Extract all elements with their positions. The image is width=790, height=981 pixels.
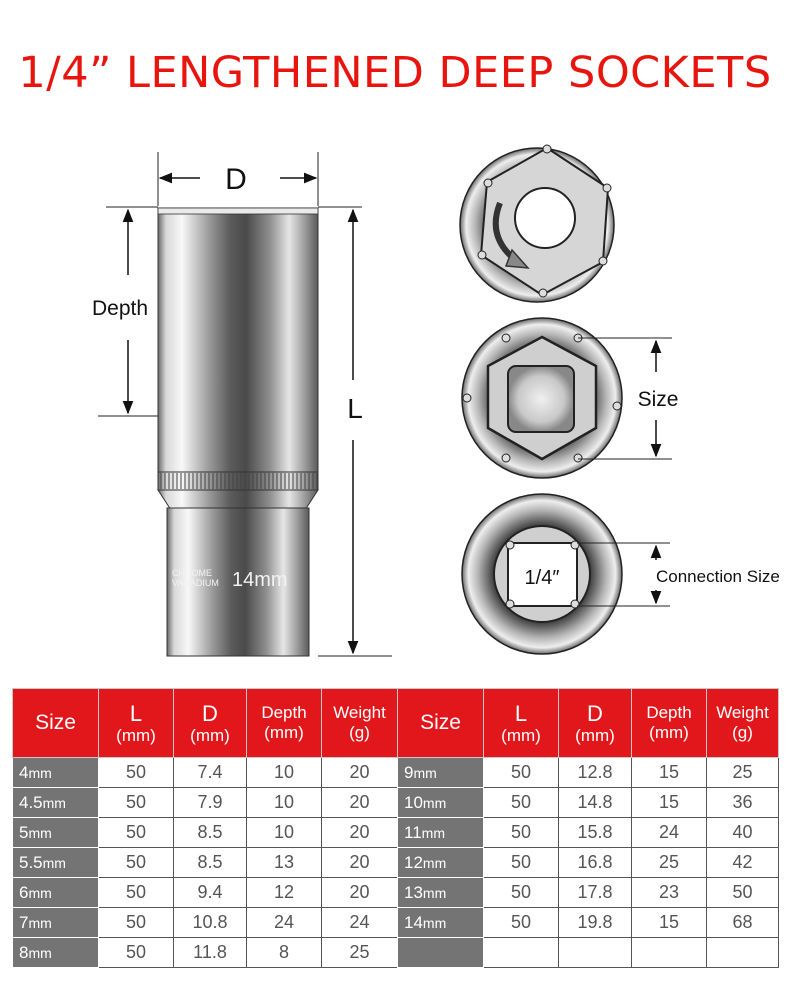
d-cell: 9.4 [174,878,247,908]
size-cell: 9mm [398,758,484,788]
depth-cell: 15 [632,908,707,938]
table-header-row [398,689,779,758]
socket-top-view-size [462,318,678,478]
l-cell: 50 [99,818,174,848]
d-cell: 17.8 [559,878,632,908]
weight-cell: 36 [707,788,779,818]
l-cell: 50 [484,788,559,818]
header-d: D (mm) [174,689,247,758]
weight-cell: 20 [322,878,398,908]
depth-cell: 10 [247,758,322,788]
depth-cell: 25 [632,848,707,878]
weight-cell: 24 [322,908,398,938]
d-cell: 19.8 [559,908,632,938]
socket-side-view [158,208,318,656]
d-cell: 15.8 [559,818,632,848]
weight-cell: 20 [322,818,398,848]
l-cell: 50 [99,758,174,788]
weight-cell: 20 [322,788,398,818]
d-cell: 8.5 [174,818,247,848]
depth-cell: 15 [632,788,707,818]
size-cell: 5.5mm [13,848,99,878]
page-title: 1/4” LENGTHENED DEEP SOCKETS [18,48,772,98]
label-d: D [225,163,247,196]
table-row [13,788,398,818]
l-cell: 50 [99,938,174,968]
l-cell: 50 [99,848,174,878]
l-cell: 50 [99,878,174,908]
size-cell: 10mm [398,788,484,818]
size-cell: 7mm [13,908,99,938]
header-size: Size [398,689,484,758]
engraving-brand-1: CHROME [172,568,212,578]
label-l: L [347,393,363,424]
d-cell: 8.5 [174,848,247,878]
l-cell: 50 [484,848,559,878]
header-depth: Depth (mm) [632,689,707,758]
dimension-depth [92,207,158,416]
l-cell: 50 [484,818,559,848]
d-cell: 16.8 [559,848,632,878]
engraving-size: 14mm [232,569,288,591]
size-cell: 12mm [398,848,484,878]
d-cell: 7.4 [174,758,247,788]
header-weight: Weight (g) [707,689,779,758]
weight-cell: 50 [707,878,779,908]
knurled-band [158,472,318,490]
header-l: L (mm) [99,689,174,758]
weight-cell: 40 [707,818,779,848]
weight-cell: 20 [322,758,398,788]
depth-cell: 10 [247,818,322,848]
weight-cell: 25 [707,758,779,788]
size-cell: 6mm [13,878,99,908]
d-cell: 7.9 [174,788,247,818]
dimension-d [158,152,318,206]
size-cell: 4mm [13,758,99,788]
label-depth: Depth [91,297,149,320]
depth-cell: 13 [247,848,322,878]
weight-cell: 42 [707,848,779,878]
table-row [398,938,779,968]
table-row [13,848,398,878]
depth-cell [632,938,707,968]
size-cell [398,938,484,968]
table-row [398,848,779,878]
table-header-row [13,689,398,758]
size-cell: 4.5mm [13,788,99,818]
weight-cell: 20 [322,848,398,878]
weight-cell [707,938,779,968]
table-row [398,908,779,938]
table-row [398,758,779,788]
table-row [398,878,779,908]
dimension-l [318,207,392,656]
engraving-brand-2: VANADIUM [172,578,219,588]
size-cell: 8mm [13,938,99,968]
d-cell: 12.8 [559,758,632,788]
weight-cell: 25 [322,938,398,968]
label-drive: 1/4″ [524,567,560,589]
l-cell: 50 [99,788,174,818]
depth-cell: 24 [632,818,707,848]
l-cell: 50 [484,878,559,908]
depth-cell: 23 [632,878,707,908]
l-cell: 50 [484,758,559,788]
header-d: D (mm) [559,689,632,758]
table-row [13,878,398,908]
size-cell: 11mm [398,818,484,848]
d-cell: 14.8 [559,788,632,818]
size-cell: 14mm [398,908,484,938]
header-depth: Depth (mm) [247,689,322,758]
depth-cell: 24 [247,908,322,938]
depth-cell: 12 [247,878,322,908]
weight-cell: 68 [707,908,779,938]
spec-table-left [12,688,398,968]
table-row [13,938,398,968]
size-cell: 5mm [13,818,99,848]
depth-cell: 8 [247,938,322,968]
header-weight: Weight (g) [322,689,398,758]
table-row [398,818,779,848]
spec-table-right [397,688,779,968]
d-cell: 10.8 [174,908,247,938]
l-cell [484,938,559,968]
socket-top-view-hex [460,145,614,302]
table-row [398,788,779,818]
header-size: Size [13,689,99,758]
table-row [13,758,398,788]
label-connection-size: Connection Size [656,567,780,586]
depth-cell: 10 [247,788,322,818]
size-cell: 13mm [398,878,484,908]
depth-cell: 15 [632,758,707,788]
d-cell: 11.8 [174,938,247,968]
l-cell: 50 [99,908,174,938]
d-cell [559,938,632,968]
socket-bottom-view-drive [462,494,780,654]
label-size: Size [637,388,679,411]
header-l: L (mm) [484,689,559,758]
table-row [13,908,398,938]
l-cell: 50 [484,908,559,938]
table-row [13,818,398,848]
